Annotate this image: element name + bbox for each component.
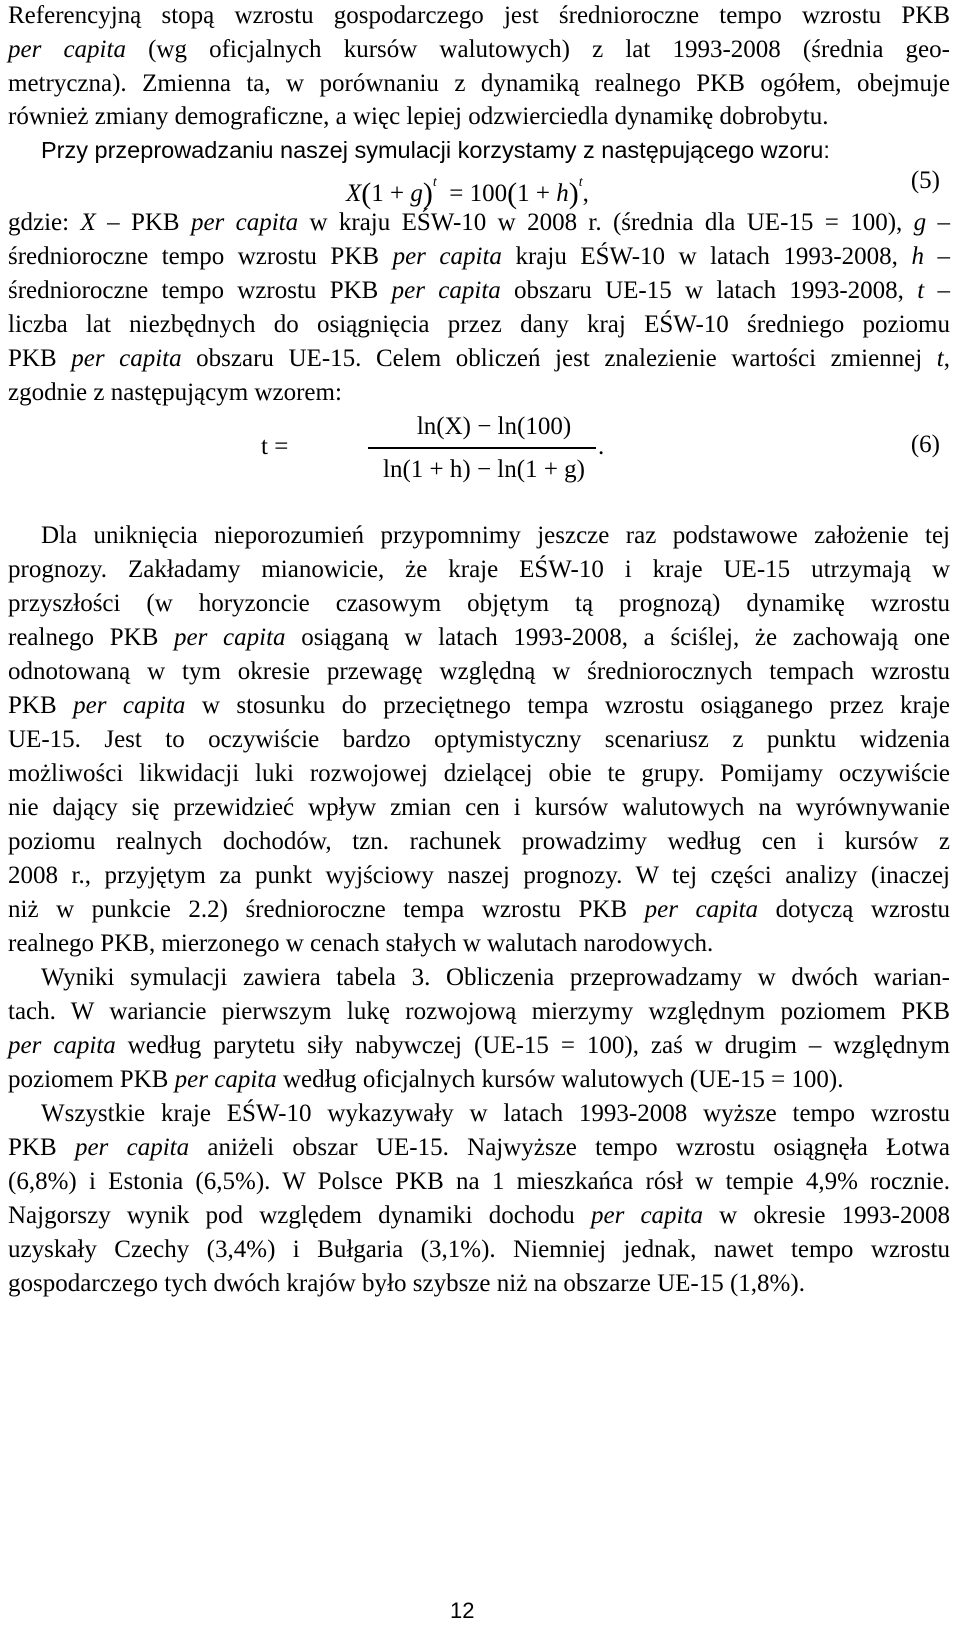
eq5-var-g: g [410,180,423,207]
text-line: tach. W wariancie pierwszym lukę rozwojową mierzymy względnym poziomem PKB [8,998,950,1025]
equation-number: (5) [910,167,940,194]
text-line: prognozy. Zakładamy mianowicie, że kraje EŚW-10 i kraje UE-15 utrzymają w [8,556,950,583]
text-line: również zmiany demograficzne, a więc lepiej odzwierciedla dynamikę dobrobytu. [8,103,829,130]
text-line: metryczna). Zmienna ta, w porównaniu z dynamiką realnego PKB ogółem, obejmuje [8,70,950,97]
text-line: Najgorszy wynik pod względem dynamiki dochodu per capita w okresie 1993-2008 [8,1202,950,1229]
text-line: 2008 r., przyjętym za punkt wyjściowy naszej prognozy. W tej części analizy (inaczej [8,862,950,889]
text-line: średnioroczne tempo wzrostu PKB per capita obszaru UE-15 w latach 1993-2008, t – [8,277,950,304]
eq5-one: 1 [371,180,384,207]
eq5-coef: 100 [469,180,508,207]
text-line: możliwości likwidacji luki rozwojowej dzielącej obie te grupy. Pomijamy oczywiście [8,760,950,787]
eq5-one-2: 1 [517,180,530,207]
eq6-period: . [598,433,605,460]
equation-number: (6) [910,431,940,458]
text-line: gdzie: X – PKB per capita w kraju EŚW-10 w 2008 r. (średnia dla UE-15 = 100), g – [8,209,950,236]
text-line: Referencyjną stopą wzrostu gospodarczego jest średnioroczne tempo wzrostu PKB [8,2,950,29]
text-line: uzyskały Czechy (3,4%) i Bułgaria (3,1%). Niemniej jednak, nawet tempo wzrostu [8,1236,950,1263]
eq5-plus-2: + [535,180,550,207]
eq5-exp-2: t [578,175,583,190]
text-line: nie dający się przewidzieć wpływ zmian cen i kursów walutowych na wyrównywanie [8,794,950,821]
text-line: poziomu realnych dochodów, tzn. rachunek prowadzimy według cen i kursów z [8,828,950,855]
text-line: (6,8%) i Estonia (6,5%). W Polsce PKB na 1 mieszkańca rósł w tempie 4,9% rocznie. [8,1168,950,1195]
text-line: gospodarczego tych dwóch krajów było szybsze niż na obszarze UE-15 (1,8%). [8,1270,805,1297]
text-line: Dla uniknięcia nieporozumień przypomnimy jeszcze raz podstawowe założenie tej [41,522,950,549]
text-line: UE-15. Jest to oczywiście bardzo optymistyczny scenariusz z punktu widzenia [8,726,950,753]
text-line: zgodnie z następującym wzorem: [8,379,342,406]
eq6-denominator: ln(1 + h) − ln(1 + g) [383,456,585,483]
text-line: Przy przeprowadzaniu naszej symulacji korzystamy z następującego wzoru: [41,137,830,163]
text-line: Wyniki symulacji zawiera tabela 3. Obliczenia przeprowadzamy w dwóch warian- [41,964,950,991]
eq5-comma: , [582,180,589,207]
text-line: odnotowaną w tym okresie przewagę względną w średniorocznych tempach wzrostu [8,658,950,685]
eq6-fraction-bar [368,447,596,449]
page-number: 12 [450,1598,475,1623]
text-line: realnego PKB per capita osiąganą w latach 1993-2008, a ściślej, że zachowają one [8,624,950,651]
text-line: Wszystkie kraje EŚW-10 wykazywały w latach 1993-2008 wyższe tempo wzrostu [41,1100,950,1127]
text-line: per capita (wg oficjalnych kursów walutowych) z lat 1993-2008 (średnia geo- [8,36,950,63]
text-line: średnioroczne tempo wzrostu PKB per capita kraju EŚW-10 w latach 1993-2008, h – [8,243,950,270]
text-line: per capita według parytetu siły nabywczej (UE-15 = 100), zaś w drugim – względnym [8,1032,950,1059]
eq6-lhs: t = [261,433,289,460]
text-line: PKB per capita w stosunku do przeciętnego tempa wzrostu osiąganego przez kraje [8,692,950,719]
text-line: realnego PKB, mierzonego w cenach stałych w walutach narodowych. [8,930,714,957]
text-line: przyszłości (w horyzoncie czasowym objętym tą prognozą) dynamikę wzrostu [8,590,950,617]
eq6-numerator: ln(X) − ln(100) [416,413,572,440]
eq5-plus: + [390,180,405,207]
equation-5: $X(1 + g)^t = 100(1 + h)^t$, [346,175,589,210]
text-line: poziomem PKB per capita według oficjalnych kursów walutowych (UE-15 = 100). [8,1066,844,1093]
eq5-var-x: X [346,180,362,207]
eq5-equals: = [449,180,464,207]
eq5-var-h: h [556,180,569,207]
text-line: liczba lat niezbędnych do osiągnięcia przez dany kraj EŚW-10 średniego poziomu [8,311,950,338]
text-line: PKB per capita aniżeli obszar UE-15. Najwyższe tempo wzrostu osiągnęła Łotwa [8,1134,950,1161]
eq5-exp: t [432,175,437,190]
text-line: niż w punkcie 2.2) średnioroczne tempa wzrostu PKB per capita dotyczą wzrostu [8,896,950,923]
text-line: PKB per capita obszaru UE-15. Celem obliczeń jest znalezienie wartości zmiennej t, [8,345,950,372]
